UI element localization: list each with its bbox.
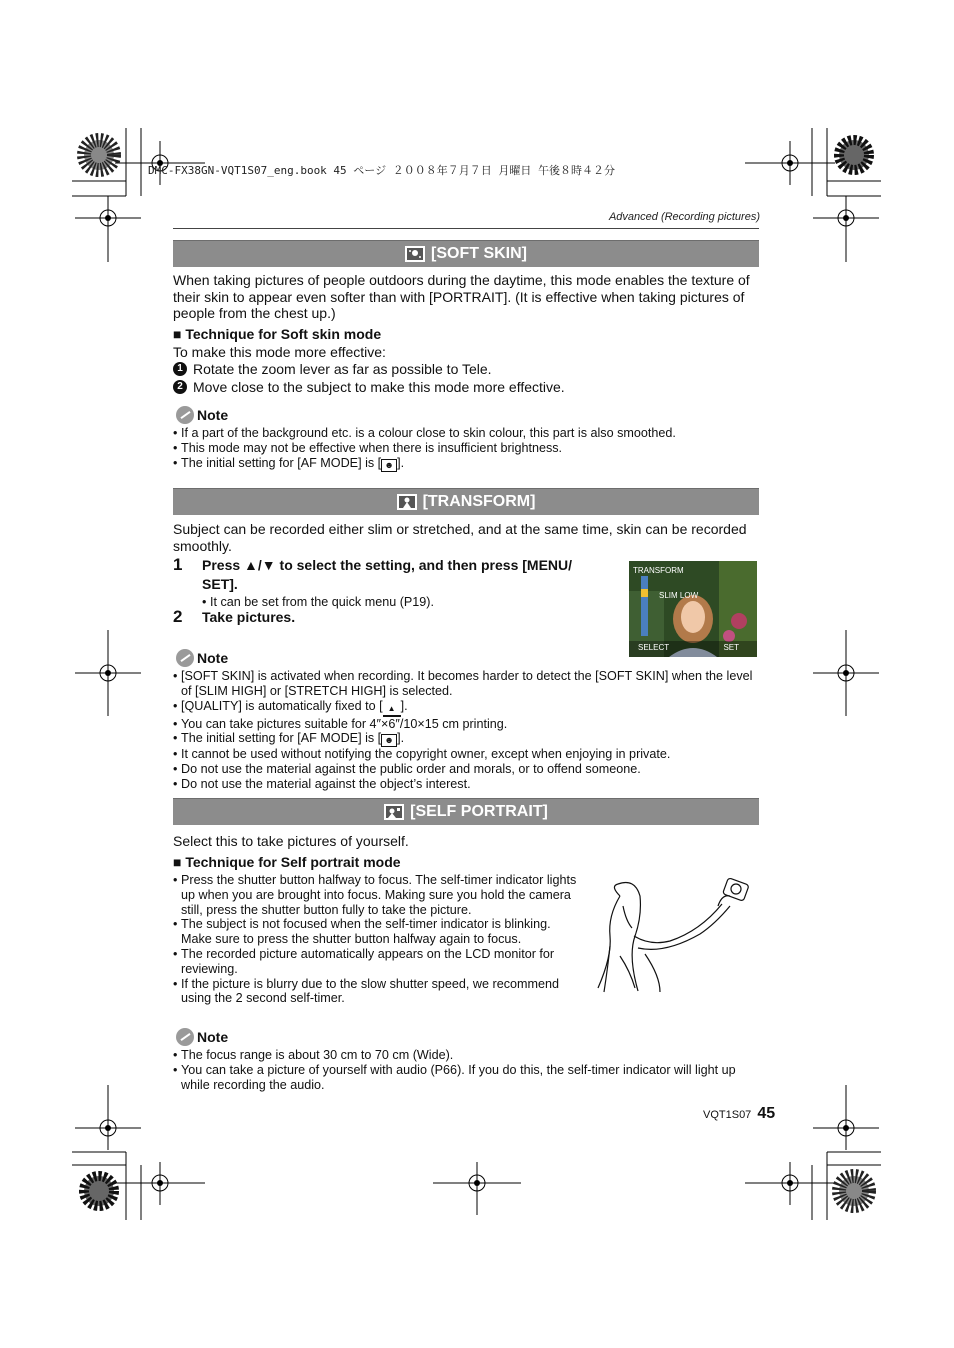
- list-item: • [SOFT SKIN] is activated when recording. It becomes harder to detect the [SOFT SKIN] when the level of [SLIM HIGH] or [STRETCH HIGH] is selected.: [173, 669, 759, 699]
- document-code: VQT1S07: [703, 1109, 752, 1121]
- list-item: • Do not use the material against the object’s interest.: [173, 777, 759, 792]
- face-detection-icon: ☻: [381, 734, 397, 747]
- soft-skin-step-1: 1 Rotate the zoom lever as far as possible to Tele.: [173, 361, 492, 377]
- list-item: • You can take pictures suitable for 4″×6″/10×15 cm printing.: [173, 717, 759, 732]
- transform-step-1: 1 Press ▲/▼ to select the setting, and then press [MENU/ SET].: [173, 555, 573, 592]
- print-header: DMC-FX38GN-VQT1S07_eng.book 45 ページ ２００８年７月７日 月曜日 午後８時４２分: [148, 164, 615, 177]
- soft-skin-technique-intro: To make this mode more effective:: [173, 344, 386, 360]
- transform-note-heading: Note: [176, 649, 228, 667]
- self-portrait-title-bar: [173, 798, 759, 825]
- self-portrait-technique-heading: ■ Technique for Self portrait mode: [173, 854, 401, 870]
- transform-title: [TRANSFORM]: [422, 493, 536, 510]
- page-footer: [703, 1105, 775, 1123]
- soft-skin-step-2: 2 Move close to the subject to make this mode more effective.: [173, 379, 565, 395]
- soft-skin-notes: [173, 426, 676, 472]
- transform-intro: Subject can be recorded either slim or stretched, and at the same time, skin can be recorded smoothly.: [173, 521, 747, 554]
- running-head: Advanced (Recording pictures): [608, 211, 760, 223]
- transform-step-2: 2 Take pictures.: [173, 607, 296, 626]
- soft-skin-title: [SOFT SKIN]: [431, 245, 527, 262]
- list-item: • Do not use the material against the public order and morals, or to offend someone.: [173, 762, 759, 777]
- header-rule: [173, 228, 759, 229]
- list-item: • The initial setting for [AF MODE] is [ ☻ ].: [173, 456, 676, 472]
- list-item: • You can take a picture of yourself with audio (P66). If you do this, the self-timer indicator will light up while recording the audio.: [173, 1063, 759, 1093]
- self-portrait-notes: [173, 1048, 759, 1092]
- list-item: • It cannot be used without notifying the copyright owner, except when enjoying in private.: [173, 747, 759, 762]
- soft-skin-intro: When taking pictures of people outdoors during the daytime, this mode enables the texture of their skin to appear even softer than with [PORTRAIT]. (It is effective when taking pictures of people from the chest up.): [173, 272, 750, 321]
- self-portrait-mode-icon: [384, 804, 404, 820]
- list-item: • This mode may not be effective when there is insufficient brightness.: [173, 441, 676, 456]
- lcd-title: TRANSFORM: [633, 566, 684, 575]
- lcd-option: SLIM LOW: [659, 591, 699, 600]
- self-portrait-illustration: [590, 876, 755, 994]
- step-number-icon: 2: [173, 380, 187, 394]
- self-portrait-title: [SELF PORTRAIT]: [410, 803, 548, 820]
- list-item: • [QUALITY] is automatically fixed to [ ▲ ].: [173, 699, 759, 717]
- transform-mode-icon: [397, 494, 417, 510]
- note-icon: [176, 649, 194, 667]
- self-portrait-note-heading: Note: [176, 1028, 228, 1046]
- list-item: • The initial setting for [AF MODE] is [ ☻ ].: [173, 731, 759, 747]
- list-item: • The subject is not focused when the self-timer indicator is blinking. Make sure to press the shutter button halfway again to focus.: [173, 917, 581, 947]
- lcd-set-label: SET: [723, 643, 739, 652]
- list-item: • The focus range is about 30 cm to 70 cm (Wide).: [173, 1048, 759, 1063]
- step-number-icon: 1: [173, 362, 187, 376]
- transform-notes: [173, 669, 759, 792]
- note-icon: [176, 406, 194, 424]
- soft-skin-title-bar: [173, 240, 759, 267]
- quality-icon: ▲: [383, 704, 401, 717]
- transform-title-bar: [173, 488, 759, 515]
- list-item: • If a part of the background etc. is a colour close to skin colour, this part is also smoothed.: [173, 426, 676, 441]
- soft-skin-mode-icon: [405, 246, 425, 262]
- lcd-select-label: SELECT: [638, 643, 670, 652]
- camera-lcd-screenshot: [629, 561, 757, 657]
- self-portrait-bullets: [173, 873, 581, 1006]
- soft-skin-technique-heading: ■ Technique for Soft skin mode: [173, 326, 382, 342]
- list-item: • The recorded picture automatically appears on the LCD monitor for reviewing.: [173, 947, 581, 977]
- note-icon: [176, 1028, 194, 1046]
- face-detection-icon: ☻: [381, 459, 397, 472]
- list-item: • If the picture is blurry due to the slow shutter speed, we recommend using the 2 second self-timer.: [173, 977, 581, 1007]
- self-portrait-intro: Select this to take pictures of yourself.: [173, 833, 409, 849]
- list-item: • Press the shutter button halfway to focus. The self-timer indicator lights up when you are brought into focus. Making sure you hold the camera still, press the shutter button fully to take the picture.: [173, 873, 581, 917]
- page-number: 45: [757, 1105, 776, 1122]
- soft-skin-note-heading: Note: [176, 406, 228, 424]
- transform-step-1-sub: • It can be set from the quick menu (P19).: [202, 595, 434, 610]
